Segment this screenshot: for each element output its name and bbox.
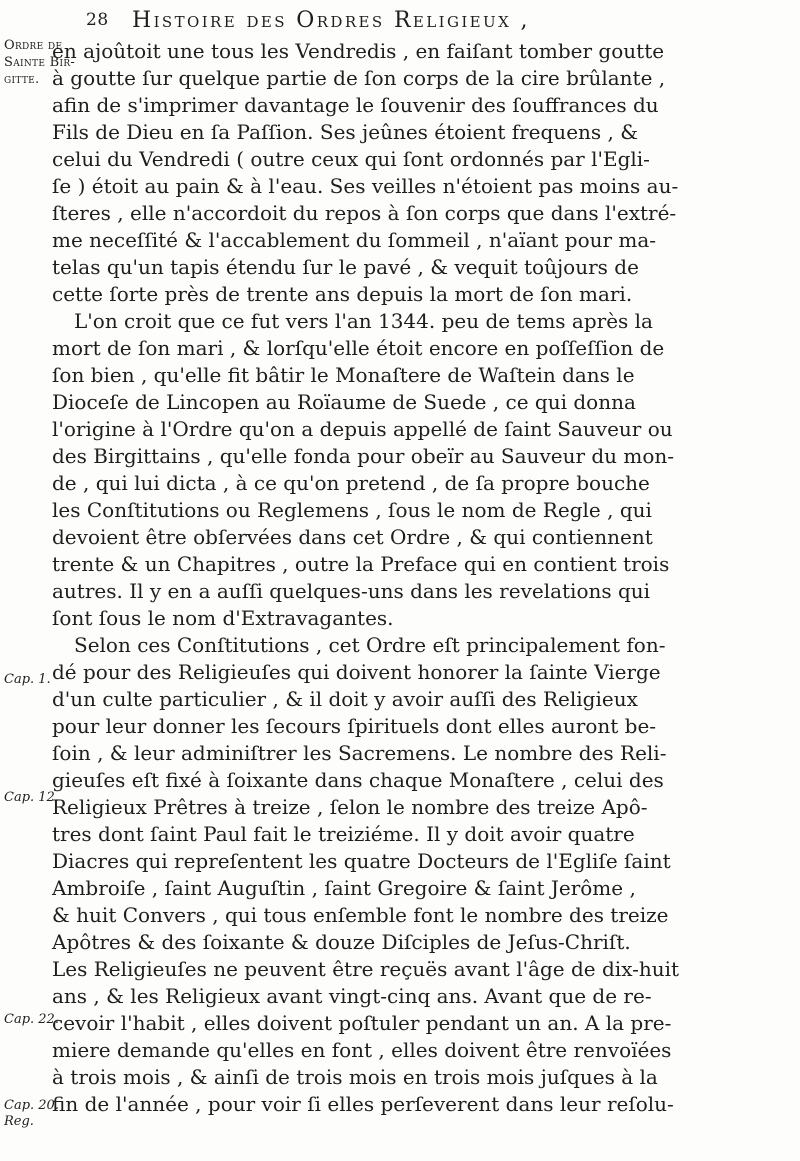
text-line: Ambroiſe , ſaint Auguſtin , ſaint Gregoire & ſaint Jerôme , [52,876,636,900]
text-line: ans , & les Religieux avant vingt-cinq ans. Avant que de re- [52,984,652,1008]
text-line: Selon ces Conſtitutions , cet Ordre eſt principalement fon- [74,633,666,657]
margin-note-chapter: Cap. 1. [4,672,51,687]
text-line: celui du Vendredi ( outre ceux qui ſont ordonnés par l'Egli- [52,147,650,171]
text-line: à trois mois , & ainſi de trois mois en trois mois juſques à la [52,1065,658,1089]
text-line: ſont ſous le nom d'Extravagantes. [52,606,394,630]
text-line: telas qu'un tapis étendu ſur le pavé , & vequit toûjours de [52,255,639,279]
text-line: & huit Convers , qui tous enſemble font le nombre des treize [52,903,669,927]
margin-note-order: Ordre de [4,38,63,53]
text-line: cette ſorte près de trente ans depuis la mort de ſon mari. [52,282,633,306]
text-line: des Birgittains , qu'elle fonda pour obeïr au Sauveur du mon- [52,444,675,468]
text-line: Les Religieuſes ne peuvent être reçuës avant l'âge de dix-huit [52,957,680,981]
text-line: dé pour des Religieuſes qui doivent honorer la ſainte Vierge [52,660,661,684]
margin-note-order: gitte. [4,72,40,87]
text-line: ſe ) étoit au pain & à l'eau. Ses veilles n'étoient pas moins au- [52,174,679,198]
text-line: Religieux Prêtres à treize , ſelon le nombre des treize Apô- [52,795,648,819]
text-line: me neceſſité & l'accablement du ſommeil , n'aïant pour ma- [52,228,657,252]
margin-note-chapter: Cap. 12. [4,790,59,805]
text-line: afin de s'imprimer davantage le ſouvenir des ſouffrances du [52,93,659,117]
text-line: à goutte ſur quelque partie de ſon corps de la cire brûlante , [52,66,666,90]
text-line: ſon bien , qu'elle fit bâtir le Monaſtere de Waſtein dans le [52,363,635,387]
text-line: pour leur donner les ſecours ſpirituels dont elles auront be- [52,714,657,738]
text-line: L'on croit que ce fut vers l'an 1344. peu de tems après la [74,309,653,333]
text-line: les Conſtitutions ou Reglemens , ſous le nom de Regle , qui [52,498,652,522]
text-line: autres. Il y en a auſſi quelques-uns dans les revelations qui [52,579,651,603]
text-line: tres dont ſaint Paul fait le treiziéme. Il y doit avoir quatre [52,822,635,846]
text-line: Fils de Dieu en ſa Paſſion. Ses jeûnes étoient frequens , & [52,120,639,144]
text-line: Apôtres & des ſoixante & douze Diſciples de Jeſus-Chriſt. [52,930,631,954]
text-line: d'un culte particulier , & il doit y avoir auſſi des Religieux [52,687,638,711]
margin-note-rule: Reg. [4,1114,34,1129]
text-line: fin de l'année , pour voir ſi elles perſeverent dans leur reſolu- [52,1092,674,1116]
text-line: cevoir l'habit , elles doivent poſtuler pendant un an. A la pre- [52,1011,672,1035]
text-line: en ajoûtoit une tous les Vendredis , en faiſant tomber goutte [52,39,665,63]
page-header [86,8,786,32]
text-line: gieuſes eſt fixé à ſoixante dans chaque Monaſtere , celui des [52,768,664,792]
text-line: trente & un Chapitres , outre la Preface qui en contient trois [52,552,670,576]
text-line: ſteres , elle n'accordoit du repos à ſon corps que dans l'extré- [52,201,677,225]
running-title: Histoire des Ordres Religieux , [132,8,530,33]
text-line: de , qui lui dicta , à ce qu'on pretend , de ſa propre bouche [52,471,650,495]
text-line: Dioceſe de Lincopen au Roïaume de Suede , ce qui donna [52,390,636,414]
page-number: 28 [86,10,109,30]
text-line: mort de ſon mari , & lorſqu'elle étoit encore en poſſeſſion de [52,336,665,360]
text-line: devoient être obſervées dans cet Ordre , & qui contiennent [52,525,653,549]
margin-note-order: Sainte Bir- [4,55,76,70]
text-line: Diacres qui repreſentent les quatre Docteurs de l'Egliſe ſaint [52,849,671,873]
text-line: ſoin , & leur adminiſtrer les Sacremens. Le nombre des Reli- [52,741,667,765]
margin-note-chapter: Cap. 22. [4,1012,59,1027]
text-line: l'origine à l'Ordre qu'on a depuis appellé de ſaint Sauveur ou [52,417,673,441]
text-line: miere demande qu'elles en font , elles doivent être renvoïées [52,1038,672,1062]
margin-note-chapter: Cap. 20. [4,1098,59,1113]
